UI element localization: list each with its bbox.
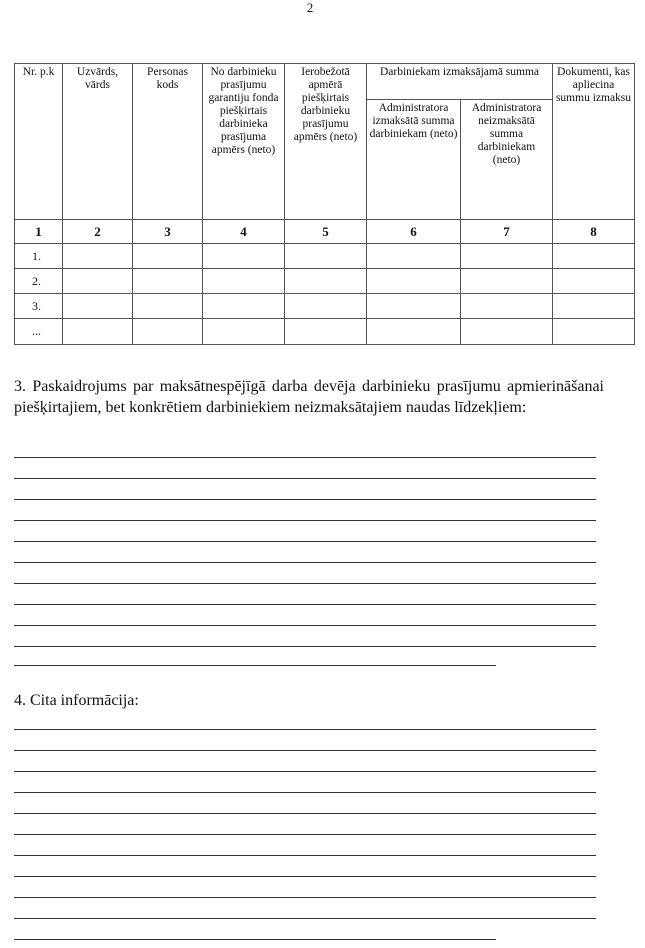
- section-4-writing-line[interactable]: [14, 729, 596, 730]
- header-guarantee-fund-amount: No darbinieku prasījumu garantiju fonda piešķirtais darbinieka prasījuma apmērs (neto): [203, 64, 285, 220]
- section-4-writing-line[interactable]: [14, 897, 596, 898]
- section-3-writing-line[interactable]: [14, 604, 596, 605]
- row-number: ...: [15, 319, 63, 345]
- section-4-writing-line[interactable]: [14, 855, 596, 856]
- table-cell[interactable]: [553, 244, 635, 269]
- row-number: 1.: [15, 244, 63, 269]
- section-3-writing-line[interactable]: [14, 457, 596, 458]
- section-3-writing-line[interactable]: [14, 541, 596, 542]
- table-cell[interactable]: [203, 244, 285, 269]
- section-3-writing-line[interactable]: [14, 499, 596, 500]
- section-4-writing-line[interactable]: [14, 792, 596, 793]
- table-row: [15, 319, 635, 345]
- table-cell[interactable]: [133, 244, 203, 269]
- column-number: 6: [367, 220, 461, 244]
- table-cell[interactable]: [63, 269, 133, 294]
- table-cell[interactable]: [203, 294, 285, 319]
- column-number: 2: [63, 220, 133, 244]
- header-admin-paid: Administratora izmaksātā summa darbiniekam (neto): [367, 100, 461, 220]
- column-number-row: [15, 220, 635, 244]
- table-cell[interactable]: [133, 319, 203, 345]
- table-cell[interactable]: [461, 269, 553, 294]
- section-3-writing-line[interactable]: [14, 625, 596, 626]
- header-personal-code: Personas kods: [133, 64, 203, 220]
- table-cell[interactable]: [553, 319, 635, 345]
- column-number: 1: [15, 220, 63, 244]
- column-number: 5: [285, 220, 367, 244]
- table-cell[interactable]: [63, 294, 133, 319]
- table-cell[interactable]: [203, 319, 285, 345]
- table-cell[interactable]: [133, 269, 203, 294]
- table-row: [15, 244, 635, 269]
- section-3-title: 3. Paskaidrojums par maksātnespējīgā darba devēja darbinieku prasījumu apmierināšanai piešķirtajiem, bet konkrētiem darbiniekiem neizmaksātajiem naudas līdzekļiem:: [14, 378, 604, 416]
- table-cell[interactable]: [367, 294, 461, 319]
- table-cell[interactable]: [553, 269, 635, 294]
- section-3-writing-line[interactable]: [14, 520, 596, 521]
- header-admin-unpaid: Administratora neizmaksātā summa darbiniekam (neto): [461, 100, 553, 220]
- section-4-title: 4. Cita informācija:: [14, 692, 139, 709]
- section-4-writing-line[interactable]: [14, 771, 596, 772]
- header-nr: Nr. p.k: [15, 64, 63, 220]
- table-row: [15, 294, 635, 319]
- table-cell[interactable]: [285, 294, 367, 319]
- section-4-writing-line[interactable]: [14, 939, 496, 940]
- row-number: 2.: [15, 269, 63, 294]
- header-name: Uzvārds, vārds: [63, 64, 133, 220]
- column-number: 8: [553, 220, 635, 244]
- table-cell[interactable]: [133, 294, 203, 319]
- column-number: 3: [133, 220, 203, 244]
- table-cell[interactable]: [285, 319, 367, 345]
- table-cell[interactable]: [63, 244, 133, 269]
- row-number: 3.: [15, 294, 63, 319]
- table-cell[interactable]: [461, 244, 553, 269]
- section-4-writing-line[interactable]: [14, 813, 596, 814]
- section-3-writing-line[interactable]: [14, 646, 596, 647]
- section-3-writing-line[interactable]: [14, 665, 496, 666]
- table-cell[interactable]: [285, 269, 367, 294]
- table-cell[interactable]: [461, 294, 553, 319]
- section-3-writing-line[interactable]: [14, 562, 596, 563]
- section-3-writing-line[interactable]: [14, 583, 596, 584]
- section-3-writing-line[interactable]: [14, 478, 596, 479]
- table-cell[interactable]: [285, 244, 367, 269]
- employee-claims-table: [14, 63, 635, 345]
- table-row: [15, 269, 635, 294]
- column-number: 4: [203, 220, 285, 244]
- table-cell[interactable]: [63, 319, 133, 345]
- page-number: 2: [306, 0, 314, 15]
- table-cell[interactable]: [203, 269, 285, 294]
- header-documents: Dokumenti, kas apliecina summu izmaksu: [553, 64, 635, 220]
- table-cell[interactable]: [367, 269, 461, 294]
- table-cell[interactable]: [461, 319, 553, 345]
- column-number: 7: [461, 220, 553, 244]
- header-payable-group: Darbiniekam izmaksājamā summa: [367, 64, 553, 100]
- section-4-writing-line[interactable]: [14, 918, 596, 919]
- section-4-writing-line[interactable]: [14, 876, 596, 877]
- table-cell[interactable]: [553, 294, 635, 319]
- table-cell[interactable]: [367, 244, 461, 269]
- header-limited-amount: Ierobežotā apmērā piešķirtais darbinieku prasījumu apmērs (neto): [285, 64, 367, 220]
- section-4-writing-line[interactable]: [14, 834, 596, 835]
- section-4-writing-line[interactable]: [14, 750, 596, 751]
- table-cell[interactable]: [367, 319, 461, 345]
